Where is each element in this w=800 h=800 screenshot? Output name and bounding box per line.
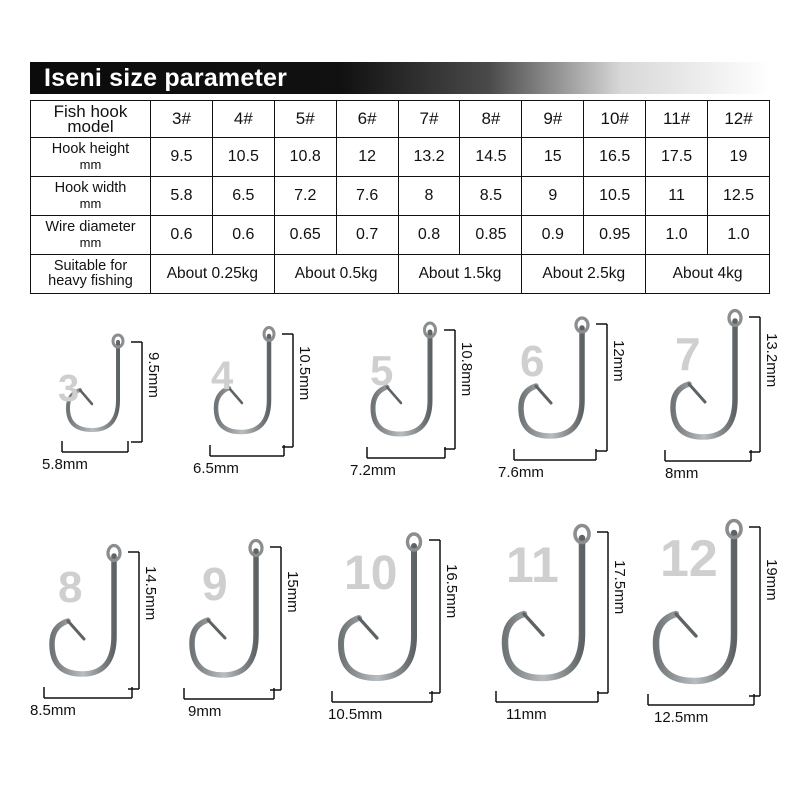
hook-figure-6	[490, 312, 650, 484]
hook-height-label-3: 9.5mm	[145, 352, 162, 398]
cell-model-7: 10#	[584, 101, 646, 138]
width-bracket-9	[182, 687, 278, 701]
hook-width-label-4: 6.5mm	[193, 460, 239, 477]
hook-illustration-6	[490, 312, 650, 454]
cell-load-4: About 4kg	[646, 255, 770, 294]
height-bracket-6	[595, 322, 609, 454]
cell-wire-6: 0.9	[522, 216, 584, 255]
cell-wire-4: 0.8	[398, 216, 460, 255]
hook-number-9: 9	[202, 558, 228, 610]
height-bracket-11	[596, 530, 610, 696]
cell-width-1: 6.5	[212, 177, 274, 216]
hook-width-label-9: 9mm	[188, 703, 222, 720]
hook-number-7: 7	[675, 328, 701, 380]
cell-wire-7: 0.95	[584, 216, 646, 255]
width-bracket-10	[330, 690, 436, 704]
table-row-heavy-fishing	[31, 255, 770, 294]
cell-wire-3: 0.7	[336, 216, 398, 255]
height-bracket-4	[281, 332, 295, 450]
cell-model-1: 4#	[212, 101, 274, 138]
hook-width-label-8: 8.5mm	[30, 702, 76, 719]
cell-height-7: 16.5	[584, 138, 646, 177]
cell-height-0: 9.5	[151, 138, 213, 177]
row-header-hook-width	[31, 177, 151, 216]
cell-width-5: 8.5	[460, 177, 522, 216]
row-header-heavy-fishing-label: Suitable for heavy fishing	[48, 258, 133, 289]
height-bracket-3	[130, 340, 144, 445]
height-bracket-8	[127, 550, 141, 692]
cell-wire-0: 0.6	[151, 216, 213, 255]
hook-height-label-12: 19mm	[763, 559, 780, 601]
hook-illustration-9	[170, 535, 320, 693]
cell-model-8: 11#	[646, 101, 708, 138]
cell-height-3: 12	[336, 138, 398, 177]
cell-height-1: 10.5	[212, 138, 274, 177]
hook-number-8: 8	[58, 563, 83, 612]
row-header-wire-diameter-label: Wire diameter	[45, 219, 136, 235]
hook-figure-7	[645, 305, 800, 485]
cell-height-2: 10.8	[274, 138, 336, 177]
hook-figure-3	[30, 330, 180, 480]
row-header-model-label: Fish hook model	[53, 102, 128, 136]
hook-height-label-10: 16.5mm	[443, 564, 460, 619]
cell-height-6: 15	[522, 138, 584, 177]
cell-model-4: 7#	[398, 101, 460, 138]
cell-model-0: 3#	[151, 101, 213, 138]
spec-table	[30, 100, 770, 294]
hook-number-6: 6	[520, 337, 545, 386]
cell-width-9: 12.5	[708, 177, 770, 216]
row-header-wire-diameter-unit: mm	[79, 235, 102, 250]
width-bracket-6	[512, 448, 600, 462]
hook-height-label-11: 17.5mm	[611, 560, 628, 615]
row-header-hook-width-label: Hook width	[54, 180, 127, 196]
cell-model-5: 8#	[460, 101, 522, 138]
row-header-hook-height	[31, 138, 151, 177]
width-bracket-11	[494, 690, 602, 704]
cell-height-9: 19	[708, 138, 770, 177]
hook-height-label-8: 14.5mm	[142, 566, 159, 621]
width-bracket-12	[646, 693, 758, 707]
cell-wire-9: 1.0	[708, 216, 770, 255]
width-bracket-8	[42, 686, 136, 700]
height-bracket-5	[443, 328, 457, 452]
hook-figure-5	[340, 318, 495, 483]
cell-wire-5: 0.85	[460, 216, 522, 255]
table-row-wire-diameter	[31, 216, 770, 255]
width-bracket-5	[365, 446, 449, 460]
height-bracket-12	[748, 525, 762, 699]
row-header-wire-diameter	[31, 216, 151, 255]
hook-number-11: 11	[506, 537, 559, 593]
cell-model-3: 6#	[336, 101, 398, 138]
cell-width-6: 9	[522, 177, 584, 216]
cell-width-4: 8	[398, 177, 460, 216]
hook-number-3: 3	[58, 368, 80, 410]
cell-height-8: 17.5	[646, 138, 708, 177]
width-bracket-4	[208, 444, 288, 458]
hook-figure-9	[170, 535, 320, 725]
cell-model-6: 9#	[522, 101, 584, 138]
cell-width-8: 11	[646, 177, 708, 216]
page-title: Iseni size parameter	[44, 64, 288, 92]
hook-number-12: 12	[660, 530, 718, 588]
cell-width-2: 7.2	[274, 177, 336, 216]
hook-width-label-7: 8mm	[665, 465, 699, 482]
hook-width-label-6: 7.6mm	[498, 464, 544, 481]
row-header-hook-height-label: Hook height	[51, 141, 130, 157]
cell-width-7: 10.5	[584, 177, 646, 216]
row-header-model	[31, 101, 151, 138]
hook-height-label-7: 13.2mm	[763, 333, 780, 388]
hook-figure-12	[638, 515, 800, 730]
hook-height-label-6: 12mm	[610, 340, 627, 382]
hook-number-4: 4	[211, 354, 234, 398]
hook-width-label-10: 10.5mm	[328, 706, 383, 723]
table-row-hook-height	[31, 138, 770, 177]
height-bracket-10	[428, 538, 442, 696]
width-bracket-3	[60, 440, 132, 454]
cell-wire-1: 0.6	[212, 216, 274, 255]
cell-load-1: About 0.5kg	[274, 255, 398, 294]
cell-height-5: 14.5	[460, 138, 522, 177]
height-bracket-7	[748, 315, 762, 455]
hook-number-5: 5	[370, 347, 394, 394]
hook-figure-4	[183, 322, 333, 482]
hook-width-label-3: 5.8mm	[42, 456, 88, 473]
hook-height-label-5: 10.8mm	[458, 342, 475, 397]
hook-width-label-12: 12.5mm	[654, 709, 709, 726]
table-row-model	[31, 101, 770, 138]
cell-width-3: 7.6	[336, 177, 398, 216]
hook-height-label-4: 10.5mm	[296, 346, 313, 401]
row-header-hook-width-unit: mm	[79, 196, 102, 211]
hook-width-label-11: 11mm	[506, 706, 547, 723]
row-header-hook-height-unit: mm	[79, 157, 102, 172]
cell-model-9: 12#	[708, 101, 770, 138]
cell-width-0: 5.8	[151, 177, 213, 216]
cell-load-3: About 2.5kg	[522, 255, 646, 294]
hook-figure-11	[482, 520, 652, 728]
cell-wire-8: 1.0	[646, 216, 708, 255]
cell-load-2: About 1.5kg	[398, 255, 522, 294]
row-header-heavy-fishing	[31, 255, 151, 294]
table-row-hook-width	[31, 177, 770, 216]
cell-wire-2: 0.65	[274, 216, 336, 255]
hook-figure-10	[318, 528, 483, 728]
cell-load-0: About 0.25kg	[151, 255, 275, 294]
height-bracket-9	[269, 545, 283, 693]
hook-figure-8	[30, 540, 180, 725]
cell-model-2: 5#	[274, 101, 336, 138]
width-bracket-7	[663, 449, 755, 463]
hook-height-label-9: 15mm	[284, 571, 301, 613]
hook-number-10: 10	[344, 547, 398, 600]
cell-height-4: 13.2	[398, 138, 460, 177]
hook-width-label-5: 7.2mm	[350, 462, 396, 479]
